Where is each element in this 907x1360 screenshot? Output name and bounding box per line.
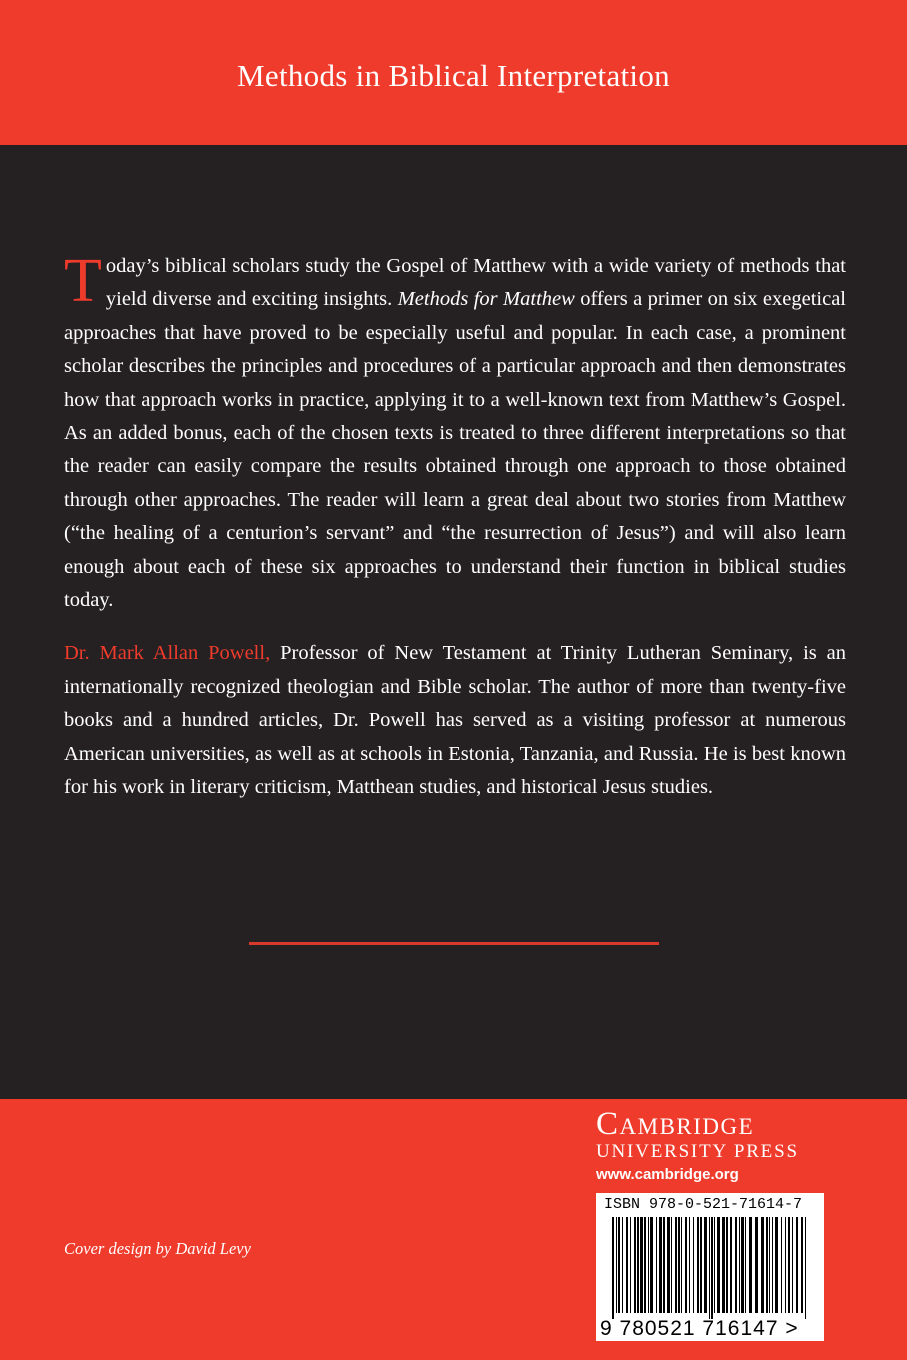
- barcode-bar: [626, 1217, 628, 1313]
- barcode: [596, 1193, 824, 1341]
- barcode-bar: [775, 1217, 778, 1313]
- barcode-bar: [681, 1217, 682, 1313]
- barcode-bar: [689, 1217, 690, 1313]
- author-name: Dr. Mark Allan Powell,: [64, 642, 271, 665]
- barcode-bar: [659, 1217, 662, 1313]
- barcode-bar: [616, 1217, 617, 1313]
- barcode-bar: [671, 1217, 672, 1313]
- barcode-bar: [805, 1217, 806, 1319]
- barcode-bar: [711, 1217, 713, 1319]
- barcode-bar: [644, 1217, 646, 1313]
- blurb-text-start: oday’s biblical scholars study the Gospel of Matthew with a wide variety of methods that yield diverse and exciting insights.: [105, 255, 846, 311]
- series-title: Methods in Biblical Interpretation: [237, 58, 670, 93]
- barcode-bar: [785, 1217, 786, 1313]
- barcode-bar: [726, 1217, 728, 1313]
- barcode-bar: [714, 1217, 715, 1313]
- barcode-bar: [693, 1217, 694, 1313]
- book-title: Methods for Matthew: [397, 288, 575, 311]
- publisher-subtitle: UNIVERSITY PRESS: [596, 1141, 799, 1162]
- publisher-url: www.cambridge.org: [596, 1166, 739, 1183]
- barcode-bar: [675, 1217, 677, 1313]
- publisher-logo: [596, 1106, 826, 1183]
- barcode-bar: [717, 1217, 720, 1313]
- barcode-bar: [796, 1217, 798, 1313]
- barcode-bar: [630, 1217, 631, 1313]
- divider-rule: [249, 942, 659, 945]
- barcode-bar: [622, 1217, 623, 1313]
- barcode-bar: [656, 1217, 657, 1313]
- barcode-bar: [634, 1217, 636, 1313]
- top-band: [0, 0, 907, 145]
- barcode-bar: [735, 1217, 737, 1313]
- publisher-name: Cambridge: [596, 1106, 755, 1142]
- barcode-bar: [697, 1217, 699, 1313]
- barcode-bar: [788, 1217, 790, 1313]
- barcode-bar: [640, 1217, 643, 1313]
- isbn-label: ISBN 978-0-521-71614-7: [604, 1196, 803, 1213]
- barcode-bar: [612, 1217, 614, 1319]
- barcode-bar: [709, 1217, 710, 1319]
- barcode-bar: [792, 1217, 793, 1313]
- barcode-bar: [769, 1217, 770, 1313]
- barcode-bar: [801, 1217, 803, 1313]
- barcode-bar: [678, 1217, 680, 1313]
- barcode-bar: [772, 1217, 773, 1313]
- author-paragraph: [64, 637, 846, 804]
- barcode-bar: [618, 1217, 620, 1313]
- barcode-bar: [685, 1217, 687, 1313]
- barcode-bar: [704, 1217, 707, 1313]
- barcode-digits: 9 780521 716147 >: [600, 1317, 799, 1340]
- barcode-bar: [781, 1217, 782, 1313]
- barcode-bar: [722, 1217, 725, 1313]
- barcode-bar: [749, 1217, 752, 1313]
- barcode-bar: [663, 1217, 665, 1313]
- barcode-bar: [650, 1217, 653, 1313]
- barcode-bar: [739, 1217, 740, 1313]
- barcode-bar: [648, 1217, 649, 1313]
- back-cover-text: [64, 247, 846, 805]
- barcode-bar: [745, 1217, 746, 1313]
- barcode-bar: [761, 1217, 764, 1313]
- barcode-bar: [700, 1217, 702, 1313]
- barcode-bar: [730, 1217, 732, 1313]
- barcode-bar: [637, 1217, 639, 1313]
- drop-cap: T: [64, 247, 102, 315]
- cover-credit: Cover design by David Levy: [64, 1239, 251, 1258]
- barcode-bar: [667, 1217, 670, 1313]
- barcode-bar: [741, 1217, 744, 1313]
- author-bio: Professor of New Testament at Trinity Lutheran Seminary, is an internationally recognized theologian and Bible scholar. The author of more than twenty-five books and a hundred articles, Dr. Powell has served as a visiting professor at numerous American universities, as well as at schools in Estonia, Tanzania, and Russia. He is best known for his work in literary criticism, Matthean studies, and historical Jesus studies.: [64, 642, 846, 799]
- barcode-bar: [755, 1217, 758, 1313]
- blurb-paragraph: [64, 247, 846, 617]
- blurb-text-rest: offers a primer on six exegetical approaches that have proved to be especially useful and popular. In each case, a prominent scholar describes the principles and procedures of a particular approach and then demonstrates how that approach works in practice, applying it to a well-known text from Matthew’s Gospel. As an added bonus, each of the chosen texts is treated to three different interpretations so that the reader can easily compare the results obtained through one approach to those obtained through other approaches. The reader will learn a great deal about two stories from Matthew (“the healing of a centurion’s servant” and “the resurrection of Jesus”) and will also learn enough about each of these six approaches to understand their function in biblical studies today.: [64, 288, 846, 612]
- barcode-bar: [766, 1217, 768, 1313]
